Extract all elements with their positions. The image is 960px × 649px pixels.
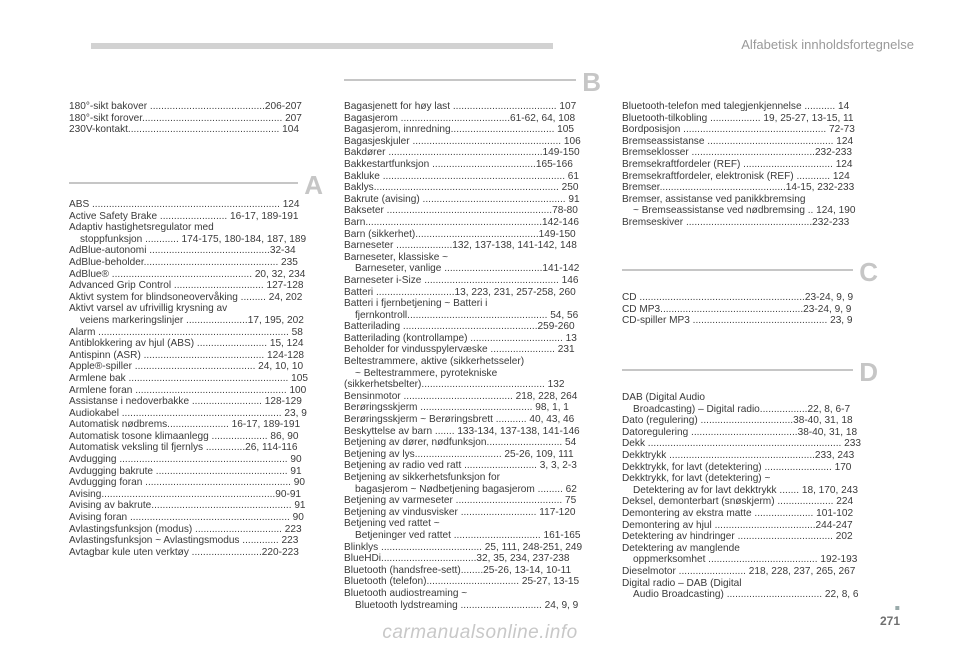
index-entry: Bluetooth (handsfree-sett)........25-26, 13-14, 10-11 bbox=[344, 564, 572, 576]
index-entry: ~ Bremseassistanse ved nødbremsing .. 124, 190 bbox=[633, 205, 856, 217]
index-entry: Dekktrykk, for lavt (detektering) ~ bbox=[622, 473, 771, 485]
index-entry: Demontering av ekstra matte ..................... 101-102 bbox=[622, 507, 854, 519]
index-entry: CD-spiller MP3 ................................................ 23, 9 bbox=[622, 315, 853, 327]
index-entry: Bluetooth-telefon med talegjenkjennelse ........... 14 bbox=[622, 101, 850, 112]
section-a-letter: A bbox=[298, 170, 323, 201]
index-entry: Betjening ved rattet ~ bbox=[344, 518, 440, 530]
index-entry: Barneseter, vanlige ...................................141-142 bbox=[355, 263, 580, 275]
index-entry: Bremseklosser ............................................232-233 bbox=[622, 147, 852, 159]
index-entry: Bluetooth-tilkobling .................. 19, 25-27, 13-15, 11 bbox=[622, 112, 854, 124]
index-column-1-a bbox=[69, 199, 321, 558]
index-entry: Apple®-spiller ........................................... 24, 10, 10 bbox=[69, 361, 304, 373]
index-entry: Antiblokkering av hjul (ABS) ......................... 15, 124 bbox=[69, 338, 304, 350]
index-entry: Batteri ............................13, 223, 231, 257-258, 260 bbox=[344, 286, 576, 298]
index-entry: Barneseter, klassiske ~ bbox=[344, 251, 449, 263]
index-column-1-top bbox=[69, 101, 321, 136]
index-entry: Assistanse i nedoverbakke ......................... 128-129 bbox=[69, 396, 302, 408]
index-entry: Barn (sikkerhet)............................................149-150 bbox=[344, 228, 576, 240]
index-entry: Betjening av sikkerhetsfunksjon for bbox=[344, 472, 500, 483]
index-entry: Betjening av lys............................... 25-26, 109, 111 bbox=[344, 448, 574, 460]
index-entry: 180°-sikt forover.................................................. 207 bbox=[69, 112, 302, 124]
index-entry: AdBlue® .................................................. 20, 32, 234 bbox=[69, 268, 306, 280]
index-entry: Automatisk tosone klimaanlegg .................... 86, 90 bbox=[69, 430, 299, 442]
index-entry: Beltestrammere, aktive (sikkerhetsseler) bbox=[344, 356, 525, 368]
page-header-title: Alfabetisk innholdsfortegnelse bbox=[741, 37, 914, 52]
index-entry: Automatisk veksling til fjernlys ..............26, 114-116 bbox=[69, 442, 298, 454]
section-d-letter: D bbox=[853, 357, 878, 388]
index-entry: Berøringsskjerm ........................................ 98, 1, 1 bbox=[344, 402, 569, 414]
index-entry: Bluetooth (telefon)................................. 25-27, 13-15 bbox=[344, 576, 580, 588]
header-bar bbox=[91, 43, 553, 49]
index-entry: Advanced Grip Control ................................ 127-128 bbox=[69, 280, 304, 292]
index-entry: Antispinn (ASR) ........................................... 124-128 bbox=[69, 349, 305, 361]
index-entry: Bagasjenett for høy last ..................................... 107 bbox=[344, 101, 577, 112]
index-entry: 230V-kontakt...................................................... 104 bbox=[69, 124, 300, 136]
index-entry: Barneseter ....................132, 137-138, 141-142, 148 bbox=[344, 240, 577, 252]
index-entry: Avising av bakrute.................................................. 91 bbox=[69, 500, 306, 512]
index-entry: AdBlue-autonomi ...........................................32-34 bbox=[69, 245, 296, 257]
index-entry: Detektering av for lavt dekktrykk ....... 18, 170, 243 bbox=[633, 484, 858, 496]
index-entry: Batterilading ................................................259-260 bbox=[344, 321, 575, 333]
section-b-letter: B bbox=[576, 67, 601, 98]
index-entry: Avdugging foran .................................................... 90 bbox=[69, 477, 305, 489]
index-entry: Bagasjerom .......................................61-62, 64, 108 bbox=[344, 112, 576, 124]
index-entry: Bremseassistanse ............................................. 124 bbox=[622, 135, 854, 147]
index-entry: 180°-sikt bakover .........................................206-207 bbox=[69, 101, 302, 112]
section-a-divider bbox=[69, 170, 323, 200]
index-entry: Avdugging ............................................................ 90 bbox=[69, 454, 302, 466]
index-entry: Betjeninger ved rattet ............................... 161-165 bbox=[355, 529, 581, 541]
index-entry: Armlene bak ......................................................... 105 bbox=[69, 372, 308, 384]
index-entry: Avtagbar kule uten verktøy .........................220-223 bbox=[69, 546, 299, 558]
index-entry: Dieselmotor ........................ 218, 228, 237, 265, 267 bbox=[622, 565, 856, 577]
section-b-rule bbox=[344, 79, 599, 81]
index-entry: BlueHDi..................................32, 35, 234, 237-238 bbox=[344, 553, 570, 565]
index-entry: Bakseter ...........................................................78-80 bbox=[344, 205, 578, 217]
index-entry: Digital radio – DAB (Digital bbox=[622, 577, 742, 589]
index-entry: Betjening av dører, nødfunksjon........................... 54 bbox=[344, 437, 577, 449]
index-entry: Active Safety Brake ........................ 16-17, 189-191 bbox=[69, 210, 299, 222]
page-number-dot: ▪ bbox=[894, 600, 900, 617]
index-entry: Adaptiv hastighetsregulator med bbox=[69, 222, 214, 234]
section-c-divider bbox=[622, 257, 878, 287]
index-entry: Bremsekraftfordeler, elektronisk (REF) ............ 124 bbox=[622, 170, 850, 182]
watermark: carmanualsonline.info bbox=[382, 622, 578, 643]
index-entry: Bensinmotor ....................................... 218, 228, 264 bbox=[344, 390, 578, 402]
index-entry: Dekk ..................................................................... 233 bbox=[622, 438, 861, 450]
index-entry: fjernkontroll.................................................. 54, 56 bbox=[355, 309, 579, 321]
index-entry: Avlastingsfunksjon (modus) ............................... 223 bbox=[69, 523, 302, 535]
index-entry: Bluetooth lydstreaming ............................. 24, 9, 9 bbox=[355, 599, 579, 611]
index-entry: Automatisk nødbrems...................... 16-17, 189-191 bbox=[69, 419, 301, 431]
index-entry: Bremser.............................................14-15, 232-233 bbox=[622, 182, 855, 194]
index-column-3-b bbox=[622, 101, 876, 229]
index-entry: Bluetooth audiostreaming ~ bbox=[344, 587, 468, 599]
index-entry: Dekktrykk ....................................................233, 243 bbox=[622, 449, 855, 461]
index-entry: veiens markeringslinjer ......................17, 195, 202 bbox=[80, 314, 304, 326]
index-entry: DAB (Digital Audio bbox=[622, 392, 706, 403]
index-entry: Broadcasting) – Digital radio.................22, 8, 6-7 bbox=[633, 403, 851, 415]
index-entry: Betjening av varmeseter ...................................... 75 bbox=[344, 495, 577, 507]
index-entry: (sikkerhetsbelter)............................................ 132 bbox=[344, 379, 565, 391]
index-column-3-c bbox=[622, 292, 876, 327]
index-entry: bagasjerom ~ Nødbetjening bagasjerom ......... 62 bbox=[355, 483, 577, 495]
index-entry: stoppfunksjon ............ 174-175, 180-184, 187, 189 bbox=[80, 233, 307, 245]
index-entry: Batteri i fjernbetjening ~ Batteri i bbox=[344, 298, 488, 310]
index-entry: Avdugging bakrute ............................................... 91 bbox=[69, 465, 302, 477]
section-a-rule bbox=[69, 182, 321, 184]
index-entry: Dekktrykk, for lavt (detektering) ........................ 170 bbox=[622, 461, 852, 473]
index-entry: Bremsekraftfordeler (REF) ................................ 124 bbox=[622, 158, 853, 170]
index-column-2-b bbox=[344, 101, 599, 611]
index-entry: Datoregulering ......................................38-40, 31, 18 bbox=[622, 426, 858, 438]
page-number-value: 271 bbox=[879, 614, 900, 628]
index-entry: Avising foran ......................................................... 90 bbox=[69, 512, 304, 524]
index-entry: Berøringsskjerm ~ Berøringsbrett ........... 40, 43, 46 bbox=[344, 414, 575, 426]
index-entry: Bremser, assistanse ved panikkbremsing bbox=[622, 193, 806, 205]
index-entry: Baklys.................................................................. 250 bbox=[344, 182, 579, 194]
index-entry: Bakdører .......................................................149-150 bbox=[344, 147, 580, 159]
index-entry: Barneseter i-Size ................................................ 146 bbox=[344, 274, 579, 286]
section-b-divider bbox=[344, 67, 601, 97]
index-entry: Detektering av manglende bbox=[622, 542, 740, 554]
index-entry: Barn...............................................................142-146 bbox=[344, 216, 580, 228]
index-entry: Bagasjerom, innredning..................................... 105 bbox=[344, 124, 575, 136]
index-entry: Batterilading (kontrollampe) ................................. 13 bbox=[344, 332, 577, 344]
index-entry: Beskyttelse av barn ....... 133-134, 137-138, 141-146 bbox=[344, 425, 580, 437]
index-entry: Beholder for vindusspylervæske ....................... 231 bbox=[344, 344, 575, 356]
section-c-rule bbox=[622, 269, 876, 271]
index-entry: Deksel, demonterbart (snøskjerm) .................... 224 bbox=[622, 496, 854, 508]
index-entry: Blinklys .................................... 25, 111, 248-251, 249 bbox=[344, 541, 583, 553]
index-entry: Avlastingsfunksjon ~ Avlastingsmodus ............. 223 bbox=[69, 535, 299, 547]
index-entry: ~ Beltestrammere, pyrotekniske bbox=[355, 367, 498, 379]
index-entry: Betjening av vindusvisker ........................... 117-120 bbox=[344, 506, 576, 518]
index-entry: CD ...........................................................23-24, 9, 9 bbox=[622, 292, 854, 303]
index-entry: Bordposisjon ................................................... 72-73 bbox=[622, 124, 855, 136]
index-entry: ABS ................................................................... 124 bbox=[69, 199, 300, 210]
index-entry: Bakkestartfunksjon .....................................165-166 bbox=[344, 158, 573, 170]
index-entry: Dato (regulering) .................................38-40, 31, 18 bbox=[622, 415, 853, 427]
index-entry: Detektering av hindringer .................................. 202 bbox=[622, 531, 853, 543]
index-entry: Aktivt system for blindsoneovervåking ......... 24, 202 bbox=[69, 291, 303, 303]
index-entry: Bakrute (avising) ................................................... 91 bbox=[344, 193, 580, 205]
index-entry: AdBlue-beholder................................................ 235 bbox=[69, 256, 298, 268]
index-entry: Audiokabel ......................................................... 23, 9 bbox=[69, 407, 307, 419]
index-entry: Betjening av radio ved ratt .......................... 3, 3, 2-3 bbox=[344, 460, 577, 472]
index-column-3-d bbox=[622, 392, 876, 601]
index-entry: Aktivt varsel av ufrivillig krysning av bbox=[69, 303, 228, 315]
section-d-rule bbox=[622, 369, 876, 371]
index-entry: Bremseskiver .............................................232-233 bbox=[622, 216, 850, 228]
index-entry: Avising..............................................................90-91 bbox=[69, 488, 302, 500]
section-c-letter: C bbox=[853, 257, 878, 288]
index-entry: Armlene foran ...................................................... 100 bbox=[69, 384, 307, 396]
index-entry: Bakluke ................................................................. 61 bbox=[344, 170, 580, 182]
index-entry: Alarm .................................................................... 58 bbox=[69, 326, 303, 338]
index-entry: Audio Broadcasting) .................................. 22, 8, 6 bbox=[633, 589, 859, 601]
index-entry: Bagasjeskjuler ..................................................... 106 bbox=[344, 135, 581, 147]
index-entry: oppmerksomhet ....................................... 192-193 bbox=[633, 554, 858, 566]
section-d-divider bbox=[622, 357, 878, 387]
index-entry: CD MP3...................................................23-24, 9, 9 bbox=[622, 303, 852, 315]
index-entry: Demontering av hjul ....................................244-247 bbox=[622, 519, 853, 531]
